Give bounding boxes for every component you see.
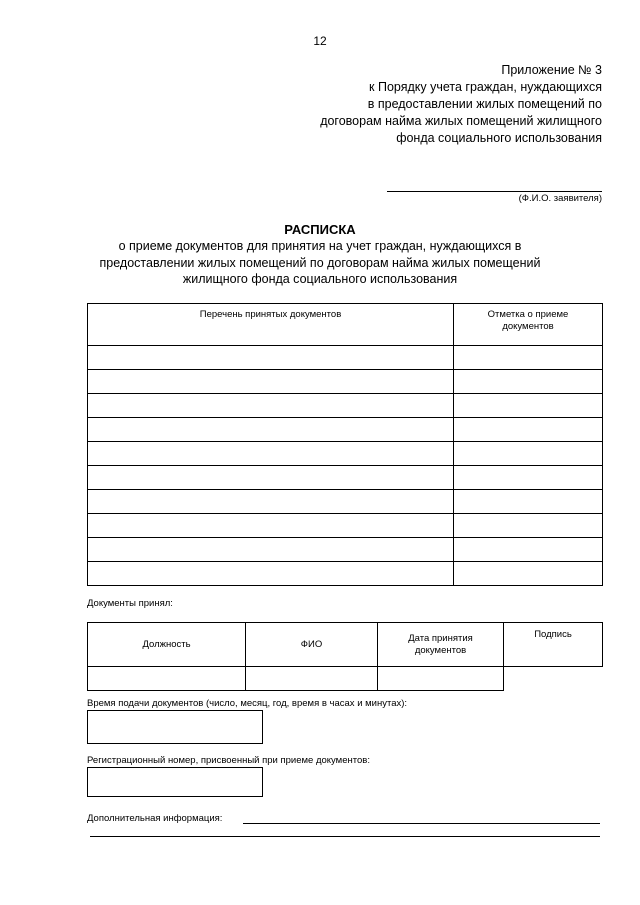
document-cell[interactable] — [88, 442, 454, 466]
table-row — [88, 667, 603, 691]
applicant-name-label: (Ф.И.О. заявителя) — [518, 193, 602, 204]
registration-number-label: Регистрационный номер, присвоенный при приеме документов: — [87, 755, 370, 766]
mark-cell[interactable] — [454, 394, 603, 418]
table-row — [88, 490, 603, 514]
applicant-name-line[interactable] — [387, 191, 602, 192]
mark-cell[interactable] — [454, 442, 603, 466]
mark-cell[interactable] — [454, 370, 603, 394]
subtitle-line: предоставлении жилых помещений по договорам найма жилых помещений — [99, 255, 541, 270]
document-cell[interactable] — [88, 514, 454, 538]
table-row — [88, 418, 603, 442]
signature-header: Подпись — [504, 623, 603, 667]
mark-cell[interactable] — [454, 562, 603, 586]
subtitle-line: жилищного фонда социального использования — [182, 272, 458, 286]
mark-cell[interactable] — [454, 418, 603, 442]
document-cell[interactable] — [88, 394, 454, 418]
mark-cell[interactable] — [454, 514, 603, 538]
additional-info-line[interactable] — [243, 823, 600, 824]
table-row — [88, 514, 603, 538]
signature-cell[interactable] — [504, 667, 603, 691]
subtitle-line: о приеме документов для принятия на учет граждан, нуждающихся в — [118, 239, 522, 253]
staff-table — [87, 622, 603, 691]
document-cell[interactable] — [88, 562, 454, 586]
page-number: 12 — [313, 34, 327, 48]
name-cell[interactable] — [246, 667, 378, 691]
document-cell[interactable] — [88, 538, 454, 562]
receipt-mark-header-line: документов — [502, 321, 554, 332]
document-cell[interactable] — [88, 466, 454, 490]
name-header: ФИО — [246, 623, 378, 667]
date-cell[interactable] — [378, 667, 504, 691]
receipt-mark-header-line: Отметка о приеме — [487, 309, 569, 320]
appendix-line: договорам найма жилых помещений жилищного — [320, 114, 602, 128]
mark-cell[interactable] — [454, 538, 603, 562]
submission-time-field[interactable] — [87, 710, 263, 744]
position-cell[interactable] — [88, 667, 246, 691]
date-header — [378, 623, 504, 667]
appendix-line: фонда социального использования — [396, 131, 602, 145]
appendix-line: в предоставлении жилых помещений по — [367, 97, 602, 111]
documents-list-header: Перечень принятых документов — [88, 304, 454, 346]
table-row — [88, 370, 603, 394]
document-title: РАСПИСКА — [284, 222, 356, 237]
mark-cell[interactable] — [454, 466, 603, 490]
position-header: Должность — [88, 623, 246, 667]
mark-cell[interactable] — [454, 490, 603, 514]
table-row — [88, 346, 603, 370]
mark-cell[interactable] — [454, 346, 603, 370]
document-cell[interactable] — [88, 370, 454, 394]
document-cell[interactable] — [88, 490, 454, 514]
receipt-mark-header — [454, 304, 603, 346]
table-row — [88, 466, 603, 490]
appendix-line: к Порядку учета граждан, нуждающихся — [369, 80, 602, 94]
document-subtitle — [80, 238, 560, 288]
appendix-header — [242, 62, 602, 147]
date-header-line: Дата принятия — [408, 632, 473, 644]
additional-info-label: Дополнительная информация: — [87, 813, 223, 824]
table-row — [88, 538, 603, 562]
document-cell[interactable] — [88, 418, 454, 442]
table-row — [88, 394, 603, 418]
additional-info-line[interactable] — [90, 836, 600, 837]
accepted-by-label: Документы принял: — [87, 598, 173, 609]
documents-table-header — [88, 304, 603, 346]
table-row — [88, 562, 603, 586]
submission-time-label: Время подачи документов (число, месяц, год, время в часах и минутах): — [87, 698, 408, 709]
documents-table — [87, 303, 603, 586]
document-cell[interactable] — [88, 346, 454, 370]
appendix-line: Приложение № 3 — [501, 63, 602, 77]
registration-number-field[interactable] — [87, 767, 263, 797]
date-header-line: документов — [414, 644, 467, 656]
table-row — [88, 442, 603, 466]
staff-table-header — [88, 623, 603, 667]
